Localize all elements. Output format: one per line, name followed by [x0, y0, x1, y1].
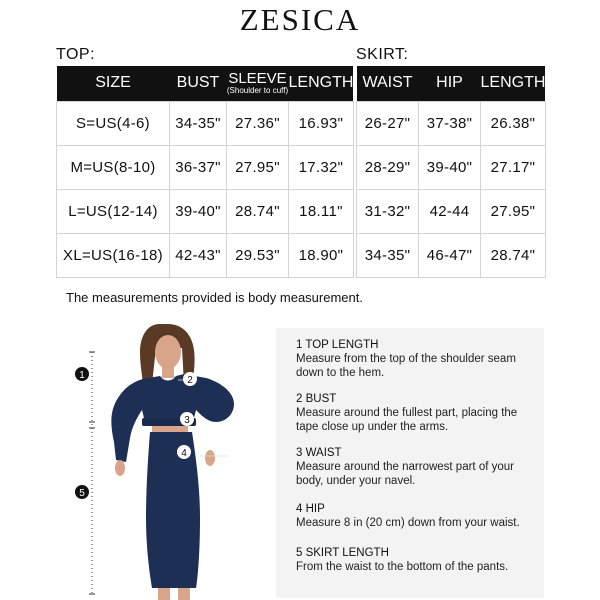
cell-hip: 39-40" [419, 145, 481, 189]
marker-2-label: 2 [187, 375, 193, 386]
guide-item-top-length [296, 338, 540, 380]
header-sleeve-sub: (Shoulder to cuff) [226, 86, 289, 96]
cell-skirt-length: 27.17" [481, 145, 546, 189]
table-row [57, 101, 354, 145]
measurement-guide-panel [276, 328, 544, 598]
table-row [357, 189, 546, 233]
guide-desc: Measure around the narrowest part of your body, under your navel. [296, 461, 514, 487]
measurement-note: The measurements provided is body measurement. [66, 290, 363, 305]
cell-bust: 34-35" [170, 101, 227, 145]
guide-title: 2 BUST [296, 393, 337, 405]
header-waist: WAIST [357, 66, 419, 101]
marker-5-label: 5 [79, 488, 85, 499]
right-leg [178, 588, 190, 600]
table-row [57, 145, 354, 189]
cell-size: L=US(12-14) [57, 189, 170, 233]
cell-skirt-length: 26.38" [481, 101, 546, 145]
marker-1 [75, 367, 89, 381]
face-shape [155, 335, 181, 369]
skirt-section-label: SKIRT: [356, 46, 409, 63]
cell-bust: 36-37" [170, 145, 227, 189]
cell-skirt-length: 28.74" [481, 233, 546, 277]
marker-4-label: 4 [181, 448, 187, 459]
cell-waist: 26-27" [357, 101, 419, 145]
guide-desc: From the waist to the bottom of the pants. [296, 561, 509, 573]
header-top-length: LENGTH [289, 66, 354, 101]
cell-skirt-length: 27.95" [481, 189, 546, 233]
skirt-shape [146, 432, 200, 588]
top-section-label: TOP: [56, 46, 96, 63]
cell-sleeve: 28.74" [227, 189, 289, 233]
guide-item-hip [296, 502, 540, 530]
guide-title: 3 WAIST [296, 447, 342, 459]
cell-hip: 42-44 [419, 189, 481, 233]
marker-4 [177, 445, 191, 459]
top-size-table [56, 66, 354, 278]
header-hip: HIP [419, 66, 481, 101]
guide-item-skirt-length [296, 546, 540, 574]
left-hand [115, 460, 125, 476]
guide-title: 1 TOP LENGTH [296, 339, 379, 351]
cell-top-length: 18.11" [289, 189, 354, 233]
cell-waist: 34-35" [357, 233, 419, 277]
guide-title: 4 HIP [296, 503, 325, 515]
skirt-length-guide [89, 352, 95, 594]
guide-item-waist [296, 446, 540, 488]
midriff-shape [152, 426, 188, 432]
cell-waist: 28-29" [357, 145, 419, 189]
marker-3-label: 3 [184, 415, 190, 426]
left-leg [158, 588, 170, 600]
table-row [357, 233, 546, 277]
marker-3 [180, 412, 194, 426]
guide-desc: Measure around the fullest part, placing the tape close up under the arms. [296, 407, 518, 433]
cell-top-length: 16.93" [289, 101, 354, 145]
header-skirt-length: LENGTH [481, 66, 546, 101]
header-size: SIZE [57, 66, 170, 101]
marker-5 [75, 485, 89, 499]
table-row [357, 101, 546, 145]
marker-1-label: 1 [79, 370, 85, 381]
guide-item-bust [296, 392, 540, 434]
cell-waist: 31-32" [357, 189, 419, 233]
brand-logo: ZESICA [239, 2, 361, 37]
skirt-size-table [356, 66, 546, 278]
cell-bust: 39-40" [170, 189, 227, 233]
cell-sleeve: 27.36" [227, 101, 289, 145]
table-row [57, 189, 354, 233]
cell-top-length: 17.32" [289, 145, 354, 189]
right-hand [205, 450, 215, 466]
table-row [357, 145, 546, 189]
cell-size: S=US(4-6) [57, 101, 170, 145]
cell-hip: 46-47" [419, 233, 481, 277]
header-bust: BUST [170, 66, 227, 101]
cell-size: M=US(8-10) [57, 145, 170, 189]
model-figure-svg [60, 318, 270, 600]
table-row [57, 233, 354, 277]
cell-size: XL=US(16-18) [57, 233, 170, 277]
guide-title: 5 SKIRT LENGTH [296, 547, 389, 559]
cell-hip: 37-38" [419, 101, 481, 145]
neck-shape [162, 366, 174, 378]
header-sleeve-label: SLEEVE [228, 70, 287, 88]
cell-top-length: 18.90" [289, 233, 354, 277]
header-sleeve [227, 66, 289, 101]
cell-sleeve: 29.53" [227, 233, 289, 277]
cell-sleeve: 27.95" [227, 145, 289, 189]
model-illustration [60, 318, 270, 600]
guide-desc: Measure 8 in (20 cm) down from your waist. [296, 517, 520, 529]
guide-desc: Measure from the top of the shoulder seam down to the hem. [296, 353, 516, 379]
cell-bust: 42-43" [170, 233, 227, 277]
marker-2 [183, 372, 197, 386]
